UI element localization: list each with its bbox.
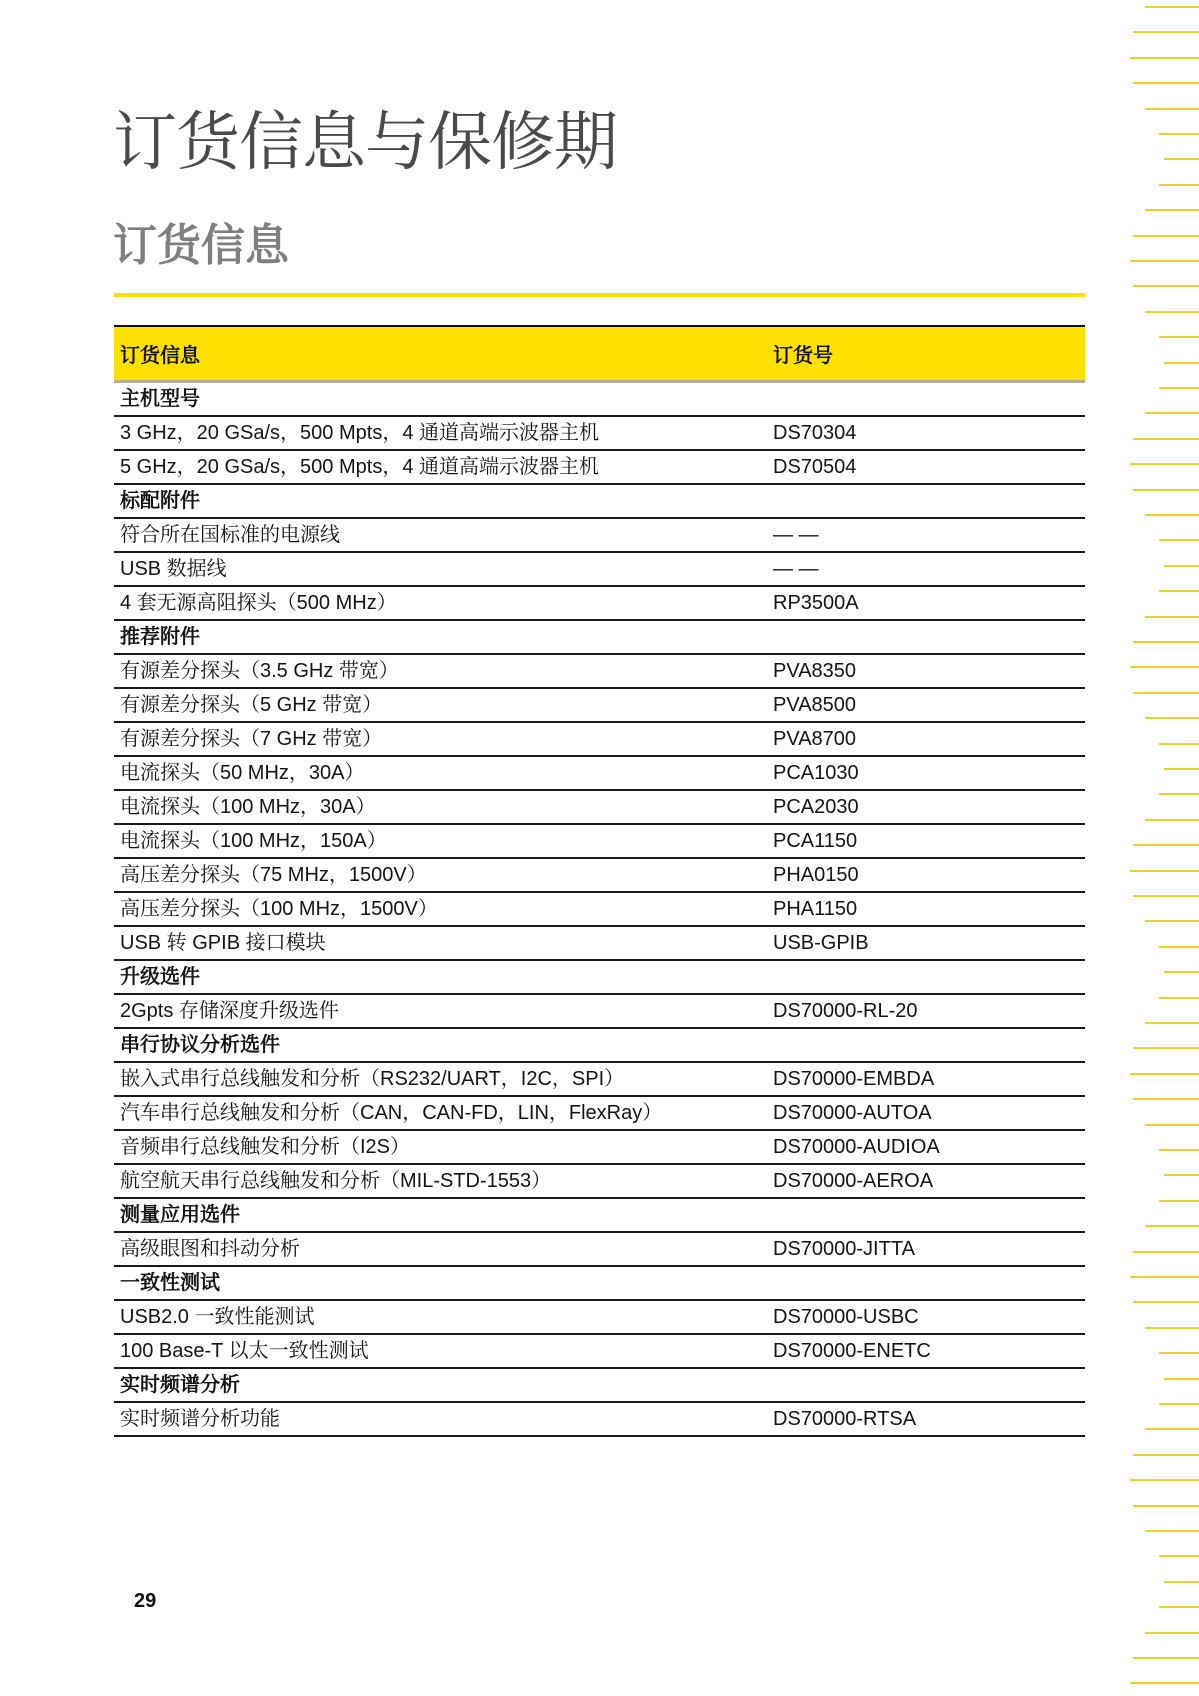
cell-order-number: PVA8350 bbox=[767, 654, 1085, 688]
stripe-line bbox=[1130, 260, 1199, 262]
section-divider bbox=[114, 293, 1085, 297]
table-category-row bbox=[114, 960, 1085, 994]
cell-description: 电流探头（100 MHz，30A） bbox=[114, 790, 767, 824]
stripe-line bbox=[1159, 590, 1199, 592]
cell-description: 电流探头（100 MHz，150A） bbox=[114, 824, 767, 858]
stripe-line bbox=[1159, 1200, 1199, 1202]
table-row bbox=[114, 1300, 1085, 1334]
stripe-line bbox=[1133, 1251, 1199, 1253]
stripe-line bbox=[1133, 1454, 1199, 1456]
stripe-line bbox=[1159, 184, 1199, 186]
cell-description: 汽车串行总线触发和分析（CAN，CAN-FD，LIN，FlexRay） bbox=[114, 1096, 767, 1130]
stripe-line bbox=[1159, 539, 1199, 541]
stripe-line bbox=[1145, 412, 1199, 414]
cell-description: 实时频谱分析 bbox=[114, 1368, 767, 1402]
column-header-description: 订货信息 bbox=[114, 326, 767, 382]
table-row bbox=[114, 858, 1085, 892]
stripe-line bbox=[1130, 666, 1199, 668]
stripe-line bbox=[1133, 692, 1199, 694]
column-header-order-number: 订货号 bbox=[767, 326, 1085, 382]
cell-description: 高压差分探头（75 MHz，1500V） bbox=[114, 858, 767, 892]
stripe-line bbox=[1164, 1174, 1199, 1176]
cell-description: 推荐附件 bbox=[114, 620, 767, 654]
cell-order-number: DS70000-RL-20 bbox=[767, 994, 1085, 1028]
table-row bbox=[114, 994, 1085, 1028]
stripe-line bbox=[1159, 336, 1199, 338]
cell-order-number: DS70504 bbox=[767, 450, 1085, 484]
cell-order-number: DS70000-JITTA bbox=[767, 1232, 1085, 1266]
table-row bbox=[114, 1402, 1085, 1436]
table-row bbox=[114, 688, 1085, 722]
stripe-line bbox=[1133, 438, 1199, 440]
cell-description: 音频串行总线触发和分析（I2S） bbox=[114, 1130, 767, 1164]
cell-description: 3 GHz，20 GSa/s，500 Mpts，4 通道高端示波器主机 bbox=[114, 416, 767, 450]
cell-description: 有源差分探头（7 GHz 带宽） bbox=[114, 722, 767, 756]
cell-order-number: DS70000-USBC bbox=[767, 1300, 1085, 1334]
stripe-line bbox=[1130, 463, 1199, 465]
stripe-line bbox=[1145, 1327, 1199, 1329]
cell-order-number: — — bbox=[767, 518, 1085, 552]
cell-order-number: PHA0150 bbox=[767, 858, 1085, 892]
table-header-row bbox=[114, 326, 1085, 382]
stripe-line bbox=[1145, 1428, 1199, 1430]
page-number: 29 bbox=[134, 1590, 157, 1612]
cell-order-number bbox=[767, 1198, 1085, 1232]
cell-description: 4 套无源高阻探头（500 MHz） bbox=[114, 586, 767, 620]
stripe-line bbox=[1159, 997, 1199, 999]
stripe-line bbox=[1145, 514, 1199, 516]
stripe-line bbox=[1133, 235, 1199, 237]
cell-order-number: DS70304 bbox=[767, 416, 1085, 450]
cell-description: 测量应用选件 bbox=[114, 1198, 767, 1232]
stripe-line bbox=[1145, 209, 1199, 211]
cell-order-number: PVA8500 bbox=[767, 688, 1085, 722]
ordering-table bbox=[114, 325, 1085, 1437]
cell-order-number: — — bbox=[767, 552, 1085, 586]
stripe-line bbox=[1159, 1149, 1199, 1151]
cell-description: 有源差分探头（3.5 GHz 带宽） bbox=[114, 654, 767, 688]
cell-description: 有源差分探头（5 GHz 带宽） bbox=[114, 688, 767, 722]
cell-description: 一致性测试 bbox=[114, 1266, 767, 1300]
cell-description: USB 转 GPIB 接口模块 bbox=[114, 926, 767, 960]
section-title: 订货信息 bbox=[113, 221, 289, 270]
table-row bbox=[114, 1232, 1085, 1266]
stripe-line bbox=[1164, 158, 1199, 160]
table-row bbox=[114, 586, 1085, 620]
table-row bbox=[114, 756, 1085, 790]
stripe-line bbox=[1133, 31, 1199, 33]
stripe-line bbox=[1145, 1225, 1199, 1227]
stripe-line bbox=[1145, 1022, 1199, 1024]
cell-order-number: DS70000-RTSA bbox=[767, 1402, 1085, 1436]
stripe-line bbox=[1133, 1505, 1199, 1507]
stripe-line bbox=[1164, 768, 1199, 770]
cell-order-number bbox=[767, 1266, 1085, 1300]
cell-order-number: RP3500A bbox=[767, 586, 1085, 620]
table-row bbox=[114, 722, 1085, 756]
table-category-row bbox=[114, 1266, 1085, 1300]
cell-order-number: DS70000-ENETC bbox=[767, 1334, 1085, 1368]
cell-description: 高压差分探头（100 MHz，1500V） bbox=[114, 892, 767, 926]
cell-order-number bbox=[767, 1028, 1085, 1062]
cell-description: 2Gpts 存储深度升级选件 bbox=[114, 994, 767, 1028]
stripe-line bbox=[1133, 844, 1199, 846]
stripe-line bbox=[1159, 1606, 1199, 1608]
stripe-line bbox=[1130, 1479, 1199, 1481]
decorative-stripes bbox=[1120, 0, 1199, 1696]
table-category-row bbox=[114, 1198, 1085, 1232]
stripe-line bbox=[1145, 1530, 1199, 1532]
stripe-line bbox=[1145, 1124, 1199, 1126]
stripe-line bbox=[1133, 82, 1199, 84]
stripe-line bbox=[1164, 971, 1199, 973]
cell-order-number: PCA1030 bbox=[767, 756, 1085, 790]
stripe-line bbox=[1133, 1301, 1199, 1303]
stripe-line bbox=[1145, 616, 1199, 618]
table-row bbox=[114, 416, 1085, 450]
cell-order-number: PHA1150 bbox=[767, 892, 1085, 926]
stripe-line bbox=[1159, 793, 1199, 795]
cell-description: 升级选件 bbox=[114, 960, 767, 994]
stripe-line bbox=[1164, 1378, 1199, 1380]
stripe-line bbox=[1133, 285, 1199, 287]
table-row bbox=[114, 1096, 1085, 1130]
cell-order-number: PVA8700 bbox=[767, 722, 1085, 756]
cell-order-number bbox=[767, 960, 1085, 994]
table-category-row bbox=[114, 382, 1085, 417]
table-row bbox=[114, 518, 1085, 552]
cell-description: 实时频谱分析功能 bbox=[114, 1402, 767, 1436]
table-row bbox=[114, 892, 1085, 926]
stripe-line bbox=[1159, 743, 1199, 745]
cell-order-number: DS70000-AUTOA bbox=[767, 1096, 1085, 1130]
cell-description: 符合所在国标准的电源线 bbox=[114, 518, 767, 552]
table-row bbox=[114, 552, 1085, 586]
stripe-line bbox=[1130, 1073, 1199, 1075]
stripe-line bbox=[1145, 6, 1199, 8]
page-title: 订货信息与保修期 bbox=[113, 106, 617, 178]
table-category-row bbox=[114, 620, 1085, 654]
cell-order-number: PCA1150 bbox=[767, 824, 1085, 858]
table-row bbox=[114, 926, 1085, 960]
stripe-line bbox=[1159, 133, 1199, 135]
stripe-line bbox=[1145, 717, 1199, 719]
cell-order-number: DS70000-EMBDA bbox=[767, 1062, 1085, 1096]
cell-description: 标配附件 bbox=[114, 484, 767, 518]
table-row bbox=[114, 790, 1085, 824]
table-row bbox=[114, 654, 1085, 688]
table-category-row bbox=[114, 1028, 1085, 1062]
cell-order-number bbox=[767, 1368, 1085, 1402]
stripe-line bbox=[1130, 1682, 1199, 1684]
table-row bbox=[114, 824, 1085, 858]
table-category-row bbox=[114, 1368, 1085, 1402]
cell-order-number bbox=[767, 382, 1085, 417]
stripe-line bbox=[1164, 565, 1199, 567]
cell-order-number: USB-GPIB bbox=[767, 926, 1085, 960]
stripe-line bbox=[1164, 1581, 1199, 1583]
stripe-line bbox=[1133, 1657, 1199, 1659]
stripe-line bbox=[1159, 1555, 1199, 1557]
stripe-line bbox=[1164, 362, 1199, 364]
cell-description: USB2.0 一致性能测试 bbox=[114, 1300, 767, 1334]
table-row bbox=[114, 1164, 1085, 1198]
stripe-line bbox=[1130, 1276, 1199, 1278]
table-row bbox=[114, 1130, 1085, 1164]
table-body bbox=[114, 382, 1085, 1437]
cell-description: 主机型号 bbox=[114, 382, 767, 417]
stripe-line bbox=[1145, 920, 1199, 922]
cell-description: 高级眼图和抖动分析 bbox=[114, 1232, 767, 1266]
stripe-line bbox=[1133, 641, 1199, 643]
cell-description: 电流探头（50 MHz，30A） bbox=[114, 756, 767, 790]
cell-description: 5 GHz，20 GSa/s，500 Mpts，4 通道高端示波器主机 bbox=[114, 450, 767, 484]
stripe-line bbox=[1159, 946, 1199, 948]
cell-description: 航空航天串行总线触发和分析（MIL-STD-1553） bbox=[114, 1164, 767, 1198]
stripe-line bbox=[1133, 489, 1199, 491]
cell-description: USB 数据线 bbox=[114, 552, 767, 586]
stripe-line bbox=[1145, 311, 1199, 313]
stripe-line bbox=[1133, 1098, 1199, 1100]
cell-description: 100 Base-T 以太一致性测试 bbox=[114, 1334, 767, 1368]
table-category-row bbox=[114, 484, 1085, 518]
cell-order-number: DS70000-AUDIOA bbox=[767, 1130, 1085, 1164]
table-row bbox=[114, 1334, 1085, 1368]
stripe-line bbox=[1130, 870, 1199, 872]
stripe-line bbox=[1133, 1047, 1199, 1049]
stripe-line bbox=[1145, 819, 1199, 821]
stripe-line bbox=[1145, 1632, 1199, 1634]
cell-order-number bbox=[767, 620, 1085, 654]
stripe-line bbox=[1130, 57, 1199, 59]
stripe-line bbox=[1133, 895, 1199, 897]
table-row bbox=[114, 450, 1085, 484]
cell-order-number: PCA2030 bbox=[767, 790, 1085, 824]
stripe-line bbox=[1159, 1352, 1199, 1354]
stripe-line bbox=[1159, 1403, 1199, 1405]
stripe-line bbox=[1159, 387, 1199, 389]
cell-order-number: DS70000-AEROA bbox=[767, 1164, 1085, 1198]
table-row bbox=[114, 1062, 1085, 1096]
cell-description: 串行协议分析选件 bbox=[114, 1028, 767, 1062]
cell-description: 嵌入式串行总线触发和分析（RS232/UART，I2C，SPI） bbox=[114, 1062, 767, 1096]
cell-order-number bbox=[767, 484, 1085, 518]
stripe-line bbox=[1145, 108, 1199, 110]
